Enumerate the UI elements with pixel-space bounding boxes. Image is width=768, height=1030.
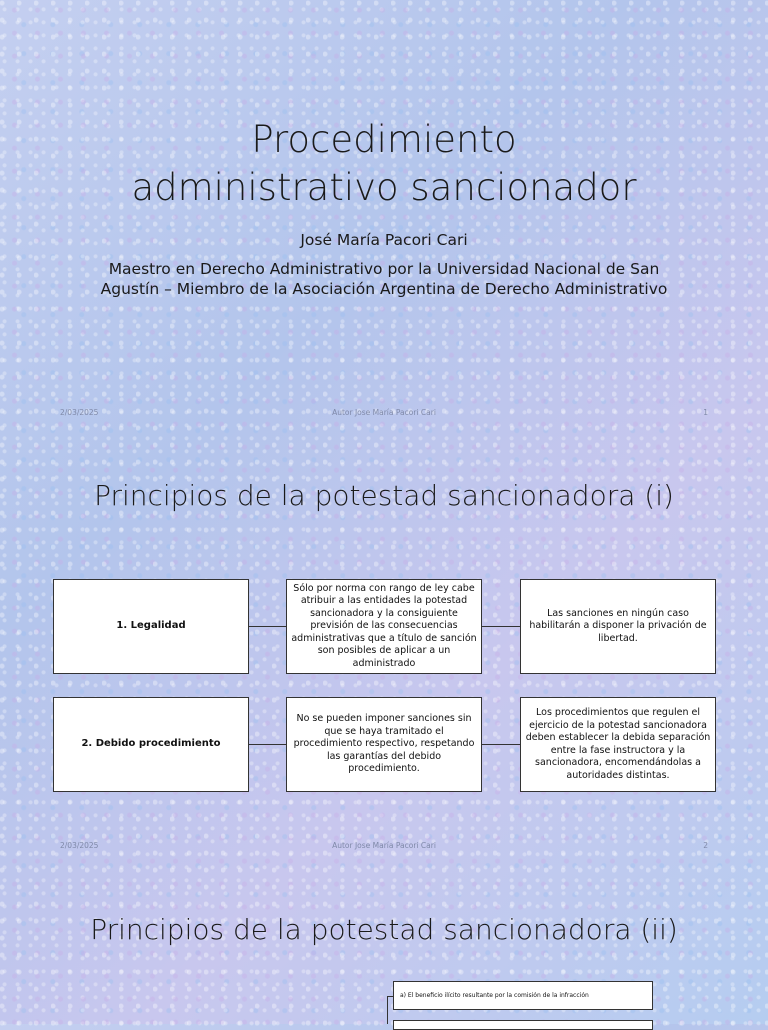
legalidad-description-box: Sólo por norma con rango de ley cabe atribuir a las entidades la potestad sancionadora y la consiguiente previsión de las consecuencias administrativas que a título de sanción son posibles de aplicar a un administrado xyxy=(286,579,482,674)
footer-page-number: 1 xyxy=(703,408,708,417)
slide1-author: José María Pacori Cari xyxy=(300,231,468,249)
slide2-footer xyxy=(0,841,768,853)
tree-connector-line xyxy=(387,996,388,1024)
slide1-title-line1: Procedimiento xyxy=(251,118,517,161)
principle-legalidad-box: 1. Legalidad xyxy=(53,579,249,674)
debido-procedimiento-description-box: No se pueden imponer sanciones sin que se haya tramitado el procedimiento respectivo, respetando las garantías del debido procedimiento. xyxy=(286,697,482,792)
connector-line xyxy=(249,744,286,745)
slide1-footer xyxy=(0,408,768,420)
legalidad-detail-box: Las sanciones en ningún caso habilitarán a disponer la privación de libertad. xyxy=(520,579,716,674)
slide2-title: Principios de la potestad sancionadora (i) xyxy=(94,479,674,512)
footer-date: 2/03/2025 xyxy=(60,841,99,850)
slide1-title-line2: administrativo sancionador xyxy=(131,166,637,209)
connector-line xyxy=(482,626,520,627)
footer-page-number: 2 xyxy=(703,841,708,850)
criteria-item-box: a) El beneficio ilícito resultante por la comisión de la infracción xyxy=(393,981,653,1010)
criteria-item-box-partial xyxy=(393,1020,653,1030)
connector-line xyxy=(249,626,286,627)
slide1-affiliation: Maestro en Derecho Administrativo por la Universidad Nacional de San Agustín – Miembro de la Asociación Argentina de Derecho Administrativo xyxy=(100,260,668,298)
slide3-title: Principios de la potestad sancionadora (ii) xyxy=(90,913,678,946)
footer-author: Autor Jose María Pacori Cari xyxy=(332,841,436,850)
slide1-title xyxy=(0,116,768,212)
connector-line xyxy=(482,744,520,745)
principle-debido-procedimiento-box: 2. Debido procedimiento xyxy=(53,697,249,792)
footer-date: 2/03/2025 xyxy=(60,408,99,417)
debido-procedimiento-detail-box: Los procedimientos que regulen el ejercicio de la potestad sancionadora deben establecer la debida separación entre la fase instructora y la sancionadora, encomendándolas a autoridades distintas. xyxy=(520,697,716,792)
footer-author: Autor Jose María Pacori Cari xyxy=(332,408,436,417)
